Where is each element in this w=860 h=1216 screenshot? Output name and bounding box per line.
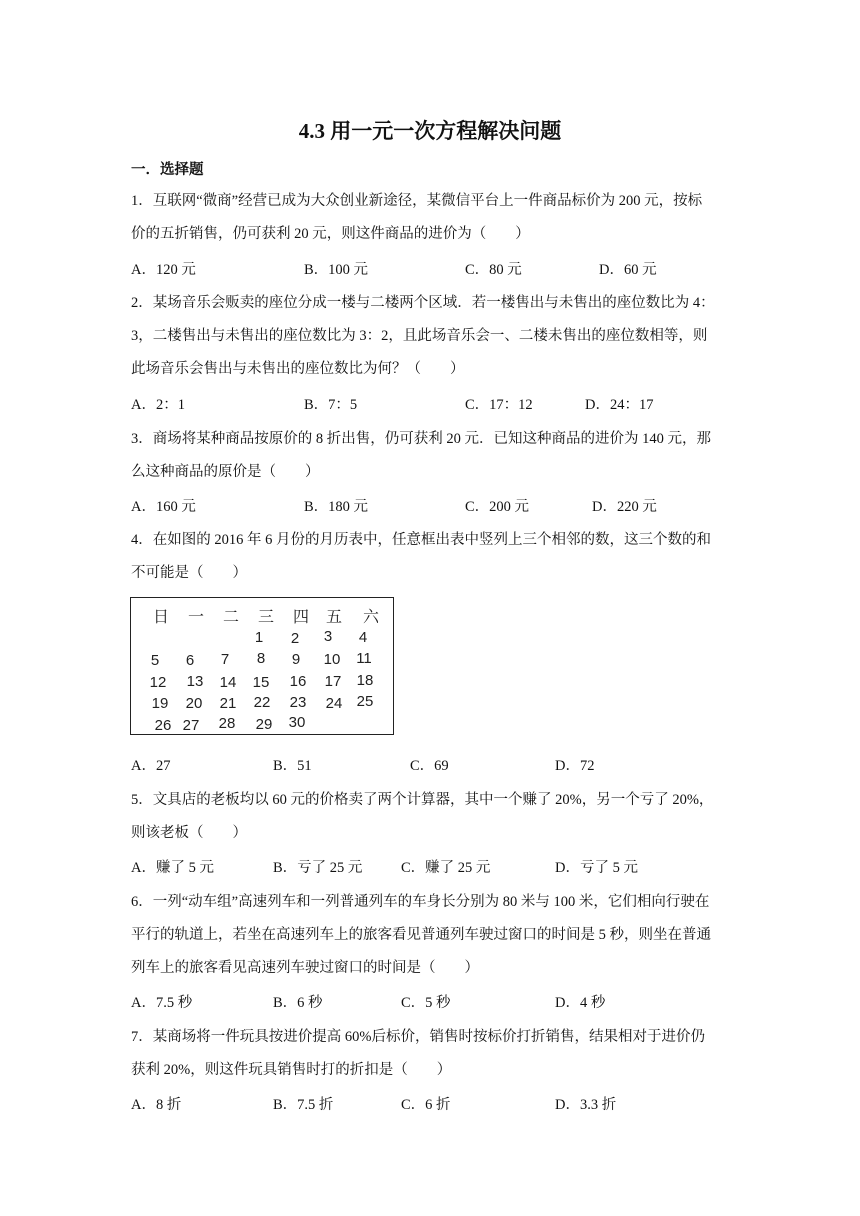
calendar-day: 22 <box>253 694 271 711</box>
calendar-header-sat: 六 <box>362 609 379 626</box>
q5-line-1: 5．文具店的老板均以 60 元的价格卖了两个计算器，其中一个赚了 20%，另一个亏了 20%， <box>131 792 714 808</box>
q2-option-b: B．7：5 <box>304 397 358 413</box>
calendar-header-wed: 三 <box>257 609 274 626</box>
q1-option-b: B．100 元 <box>304 262 369 278</box>
q4-line-1: 4．在如图的 2016 年 6 月份的月历表中，任意框出表中竖列上三个相邻的数，这三个数的和 <box>131 532 711 548</box>
calendar-day: 10 <box>323 651 341 668</box>
q5-option-c: C．赚了 25 元 <box>401 860 491 876</box>
calendar-day: 18 <box>356 672 374 689</box>
q4-line-2: 不可能是（ ） <box>131 565 247 581</box>
q2-line-1: 2．某场音乐会贩卖的座位分成一楼与二楼两个区域．若一楼售出与未售出的座位数比为 4： <box>131 295 715 311</box>
q6-line-2: 平行的轨道上，若坐在高速列车上的旅客看见普通列车驶过窗口的时间是 5 秒，则坐在普通 <box>131 927 711 943</box>
q3-option-c: C．200 元 <box>465 499 530 515</box>
calendar-day: 19 <box>151 695 169 712</box>
calendar-day: 12 <box>149 674 167 691</box>
q6-option-d: D．4 秒 <box>555 995 606 1011</box>
q6-option-a: A．7.5 秒 <box>131 995 193 1011</box>
calendar-day: 27 <box>182 717 200 734</box>
q7-option-b: B．7.5 折 <box>273 1097 334 1113</box>
q3-option-b: B．180 元 <box>304 499 369 515</box>
section-heading: 一．选择题 <box>131 162 204 178</box>
q1-line-1: 1．互联网“微商”经营已成为大众创业新途径，某微信平台上一件商品标价为 200 元，按标 <box>131 193 703 209</box>
q4-option-b: B．51 <box>273 758 312 774</box>
q1-option-c: C．80 元 <box>465 262 522 278</box>
calendar-day: 14 <box>219 674 237 691</box>
calendar-day: 30 <box>288 714 306 731</box>
calendar-day: 28 <box>218 715 236 732</box>
page-title: 4.3 用一元一次方程解决问题 <box>298 119 562 143</box>
q1-option-a: A．120 元 <box>131 262 196 278</box>
calendar-day: 13 <box>186 673 204 690</box>
q6-option-c: C．5 秒 <box>401 995 451 1011</box>
q7-line-1: 7．某商场将一件玩具按进价提高 60%后标价，销售时按标价打折销售，结果相对于进价仍 <box>131 1029 705 1045</box>
calendar-header-tue: 二 <box>222 609 239 626</box>
q5-option-d: D．亏了 5 元 <box>555 860 638 876</box>
calendar-day: 5 <box>150 652 160 669</box>
calendar-day: 25 <box>356 693 374 710</box>
calendar-day: 9 <box>291 651 301 668</box>
calendar-day: 8 <box>256 650 266 667</box>
calendar-day: 26 <box>154 717 172 734</box>
q7-option-c: C．6 折 <box>401 1097 451 1113</box>
calendar-day: 2 <box>290 630 300 647</box>
q2-option-d: D．24：17 <box>585 397 654 413</box>
calendar-day: 29 <box>255 716 273 733</box>
q4-option-d: D．72 <box>555 758 595 774</box>
q3-line-2: 么这种商品的原价是（ ） <box>131 464 320 480</box>
q6-line-3: 列车上的旅客看见高速列车驶过窗口的时间是（ ） <box>131 960 479 976</box>
q2-line-2: 3，二楼售出与未售出的座位数比为 3：2，且此场音乐会一、二楼未售出的座位数相等，则 <box>131 328 708 344</box>
calendar-day: 7 <box>220 651 230 668</box>
calendar-day: 16 <box>289 673 307 690</box>
calendar-header-thu: 四 <box>292 609 309 626</box>
q5-line-2: 则该老板（ ） <box>131 825 247 841</box>
q7-option-a: A．8 折 <box>131 1097 182 1113</box>
calendar-day: 3 <box>323 628 333 645</box>
calendar-day: 24 <box>325 695 343 712</box>
q3-option-a: A．160 元 <box>131 499 196 515</box>
q2-option-c: C．17：12 <box>465 397 533 413</box>
calendar-day: 15 <box>252 674 270 691</box>
q2-option-a: A．2：1 <box>131 397 185 413</box>
calendar-day: 17 <box>324 673 342 690</box>
q1-option-d: D．60 元 <box>599 262 657 278</box>
calendar-day: 23 <box>289 694 307 711</box>
calendar-day: 21 <box>219 695 237 712</box>
calendar-header-mon: 一 <box>187 609 204 626</box>
q2-line-3: 此场音乐会售出与未售出的座位数比为何？（ ） <box>131 361 465 377</box>
calendar-table <box>130 597 394 735</box>
q3-line-1: 3．商场将某种商品按原价的 8 折出售，仍可获利 20 元．已知这种商品的进价为 140 元，那 <box>131 431 711 447</box>
calendar-day: 1 <box>254 629 264 646</box>
q1-line-2: 价的五折销售，仍可获利 20 元，则这件商品的进价为（ ） <box>131 226 530 242</box>
calendar-day: 20 <box>185 695 203 712</box>
calendar-header-sun: 日 <box>152 609 169 626</box>
q5-option-b: B．亏了 25 元 <box>273 860 363 876</box>
calendar-day: 11 <box>356 650 372 667</box>
calendar-day: 4 <box>358 629 368 646</box>
q7-line-2: 获利 20%，则这件玩具销售时打的折扣是（ ） <box>131 1062 452 1078</box>
q6-line-1: 6．一列“动车组”高速列车和一列普通列车的车身长分别为 80 米与 100 米，它们相向行驶在 <box>131 894 710 910</box>
calendar-header-fri: 五 <box>325 609 342 626</box>
calendar-day: 6 <box>185 652 195 669</box>
q7-option-d: D．3.3 折 <box>555 1097 617 1113</box>
q4-option-c: C．69 <box>410 758 449 774</box>
q5-option-a: A．赚了 5 元 <box>131 860 214 876</box>
q4-option-a: A．27 <box>131 758 171 774</box>
q6-option-b: B．6 秒 <box>273 995 323 1011</box>
q3-option-d: D．220 元 <box>592 499 657 515</box>
